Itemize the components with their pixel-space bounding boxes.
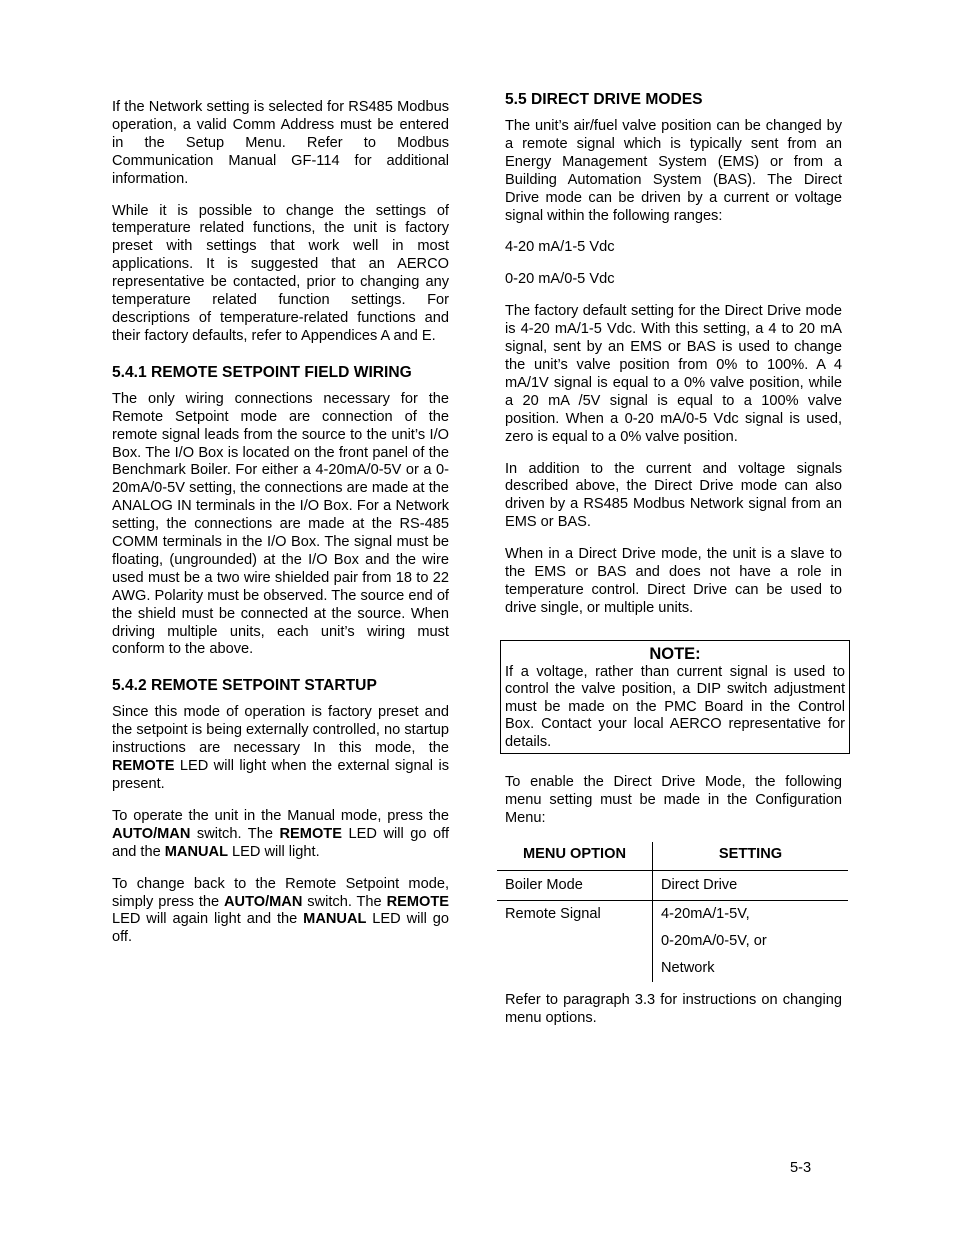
heading-5-5: 5.5 DIRECT DRIVE MODES — [505, 91, 703, 108]
table-cell-direct-drive: Direct Drive — [653, 870, 849, 900]
note-title: NOTE: — [649, 644, 701, 663]
paragraph-direct-drive-intro: The unit’s air/fuel valve position can be changed by a remote signal which is typically sent from an Energy Management System (EMS) or from a Building Automation System (BAS). The Direct Drive mode can be driven by a current or voltage signal within the following ranges: — [505, 118, 842, 224]
paragraph-startup: Since this mode of operation is factory preset and the setpoint is being externally controlled, no startup instructions are necessary In this mode, the REMOTE LED will light when the external signal is present. — [112, 704, 449, 792]
note-body: If a voltage, rather than current signal is used to control the valve position, a DIP switch adjustment must be made on the PMC Board in the Control Box. Contact your local AERCO representative for details. — [505, 663, 845, 750]
paragraph-modbus-signal: In addition to the current and voltage signals described above, the Direct Drive mode can also driven by a RS485 Modbus Network signal from an EMS or BAS. — [505, 460, 842, 531]
paragraph-field-wiring: The only wiring connections necessary for the Remote Setpoint mode are connection of the remote signal leads from the source to the unit’s I/O Box. The I/O Box is located on the front panel of the Benchmark Boiler. For either a 4-20mA/0-5V or a 0-20mA/0-5V setting, the connections are made at the ANALOG IN terminals in the I/O Box. For a Network setting, the connections are made at the RS-485 COMM terminals in the I/O Box. The signal must be floating, (ungrounded) at the I/O Box and the wire used must be a two wire shielded pair from 18 to 22 AWG. Polarity must be observed. The source end of the shield must be connected at the source. When driving multiple units, each unit’s wiring must conform to the above. — [112, 390, 449, 658]
right-column — [505, 91, 845, 1042]
paragraph-temperature-functions: While it is possible to change the settings of temperature related functions, the unit is factory preset with settings that work well in most applications. It is suggested that an AERCO representative be contacted, prior to changing any temperature related function settings. For descriptions of temperature-related functions and their factory defaults, refer to Appendices A and E. — [112, 202, 449, 344]
paragraph-refer-3-3: Refer to paragraph 3.3 for instructions on changing menu options. — [505, 991, 842, 1026]
menu-settings-table — [497, 842, 848, 982]
table-header-row — [497, 842, 848, 870]
table-header-menu-option: MENU OPTION — [497, 842, 653, 870]
range-4-20: 4-20 mA/1-5 Vdc — [505, 239, 615, 256]
heading-5-4-2: 5.4.2 REMOTE SETPOINT STARTUP — [112, 677, 377, 695]
paragraph-enable-direct-drive: To enable the Direct Drive Mode, the following menu setting must be made in the Configuration Menu: — [505, 774, 842, 827]
left-column — [112, 99, 449, 961]
table-row — [497, 900, 848, 982]
table-cell-boiler-mode: Boiler Mode — [497, 870, 653, 900]
paragraph-manual-mode: To operate the unit in the Manual mode, press the AUTO/MAN switch. The REMOTE LED will go off and the MANUAL LED will light. — [112, 807, 449, 860]
paragraph-slave-mode: When in a Direct Drive mode, the unit is a slave to the EMS or BAS and does not have a role in temperature control. Direct Drive can be used to drive single, or multiple units. — [505, 546, 842, 616]
page-number: 5-3 — [790, 1160, 812, 1176]
paragraph-change-back: To change back to the Remote Setpoint mode, simply press the AUTO/MAN switch. The REMOTE LED will again light and the MANUAL LED will go off. — [112, 875, 449, 946]
paragraph-factory-default: The factory default setting for the Direct Drive mode is 4-20 mA/1-5 Vdc. With this setting, a 4 to 20 mA signal, sent by an EMS or BAS is used to change the unit’s valve position from 0% to 100%. A 4 mA/1V signal is equal to a 0% valve position, while a 20 mA /5V signal is equal to a 100% valve position. When a 0-20 mA/0-5 Vdc signal is used, zero is equal to a 0% valve position. — [505, 303, 842, 445]
heading-5-4-1: 5.4.1 REMOTE SETPOINT FIELD WIRING — [112, 363, 412, 381]
range-0-20: 0-20 mA/0-5 Vdc — [505, 271, 615, 288]
table-row — [497, 870, 848, 900]
table-cell-remote-signal-values: 4-20mA/1-5V, 0-20mA/0-5V, or Network — [661, 905, 767, 976]
note-box — [500, 640, 850, 755]
paragraph-network-setting: If the Network setting is selected for RS485 Modbus operation, a valid Comm Address must be entered in the Setup Menu. Refer to Modbus Communication Manual GF-114 for additional information. — [112, 99, 449, 187]
table-header-setting: SETTING — [653, 842, 849, 870]
table-cell-remote-signal: Remote Signal — [497, 900, 653, 982]
